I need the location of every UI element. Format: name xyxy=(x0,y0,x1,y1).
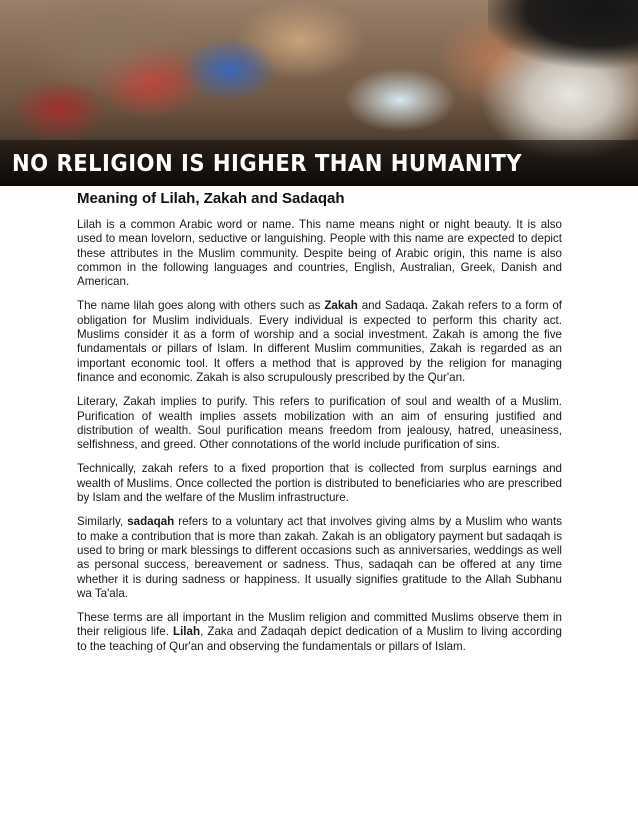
banner-headline: NO RELIGION IS HIGHER THAN HUMANITY xyxy=(12,151,523,177)
paragraph-lilah: Lilah is a common Arabic word or name. This name means night or night beauty. It is also used to mean lovelorn, seductive or languishing. People with this name are expected to depict these attributes in the Muslim community. Despite being of Arabic origin, this name is also common in the following languages and countries, English, Australian, Greek, Danish and American. xyxy=(77,218,562,289)
banner-caption-strip xyxy=(0,140,638,186)
paragraph-text: These terms are all important in the Muslim religion and committed Muslims observe them in their religious life. xyxy=(77,611,562,639)
header-banner-image xyxy=(0,0,638,186)
bold-term-lilah: Lilah xyxy=(173,625,201,639)
article-title: Meaning of Lilah, Zakah and Sadaqah xyxy=(77,190,345,207)
paragraph-sadaqah xyxy=(77,515,562,601)
paragraph-text: The name lilah goes along with others such as xyxy=(77,299,325,313)
paragraph-text: and Sadaqa. Zakah refers to a form of obligation for Muslim individuals. Every individual is expected to perform this charity act. Muslims consider it as a form of worship and a social investment. Zakah is among the five fundamentals or pillars of Islam. In different Muslim communities, Zakah is regarded as an important economic tool. It offers a method that is approved by the religion for managing finance and economic. Zakah is also scrupulously prescribed by the Qur'an. xyxy=(77,299,562,384)
bold-term-sadaqah: sadaqah xyxy=(127,515,175,529)
paragraph-text: Similarly, xyxy=(77,515,128,529)
paragraph-zakah xyxy=(77,299,562,385)
paragraph-technical: Technically, zakah refers to a fixed proportion that is collected from surplus earnings and wealth of Muslims. Once collected the portion is distributed to beneficiaries who are prescribed by Islam and the welfare of the Muslim infrastructure. xyxy=(77,462,562,505)
paragraph-text: , Zaka and Zadaqah depict dedication of a Muslim to living according to the teaching of Qur'an and observing the fundamentals or pillars of Islam. xyxy=(77,625,562,653)
bold-term-zakah: Zakah xyxy=(324,299,358,313)
paragraph-conclusion xyxy=(77,611,562,654)
paragraph-purification: Literary, Zakah implies to purify. This refers to purification of soul and wealth of a Muslim. Purification of wealth implies assets mobilization with an aim of ensuring justified and distribution of wealth. Soul purification means freedom from jealousy, hatred, uneasiness, selfishness, and greed. Other connotations of the world include purification of sins. xyxy=(77,395,562,452)
banner-photo-shading xyxy=(488,0,638,70)
paragraph-text: refers to a voluntary act that involves giving alms by a Muslim who wants to make a contribution that is more than zakah. Zakah is an obligatory payment but sadaqah is used to bring or mark blessings to different occasions such as anniversaries, weddings as well as personal success, bereavement or sadness. Thus, sadaqah can be offered at any time whether it is during sadness or happiness. It usually signifies gratitude to the Allah Subhanu wa Ta'ala. xyxy=(77,515,562,600)
article-body xyxy=(0,186,638,654)
